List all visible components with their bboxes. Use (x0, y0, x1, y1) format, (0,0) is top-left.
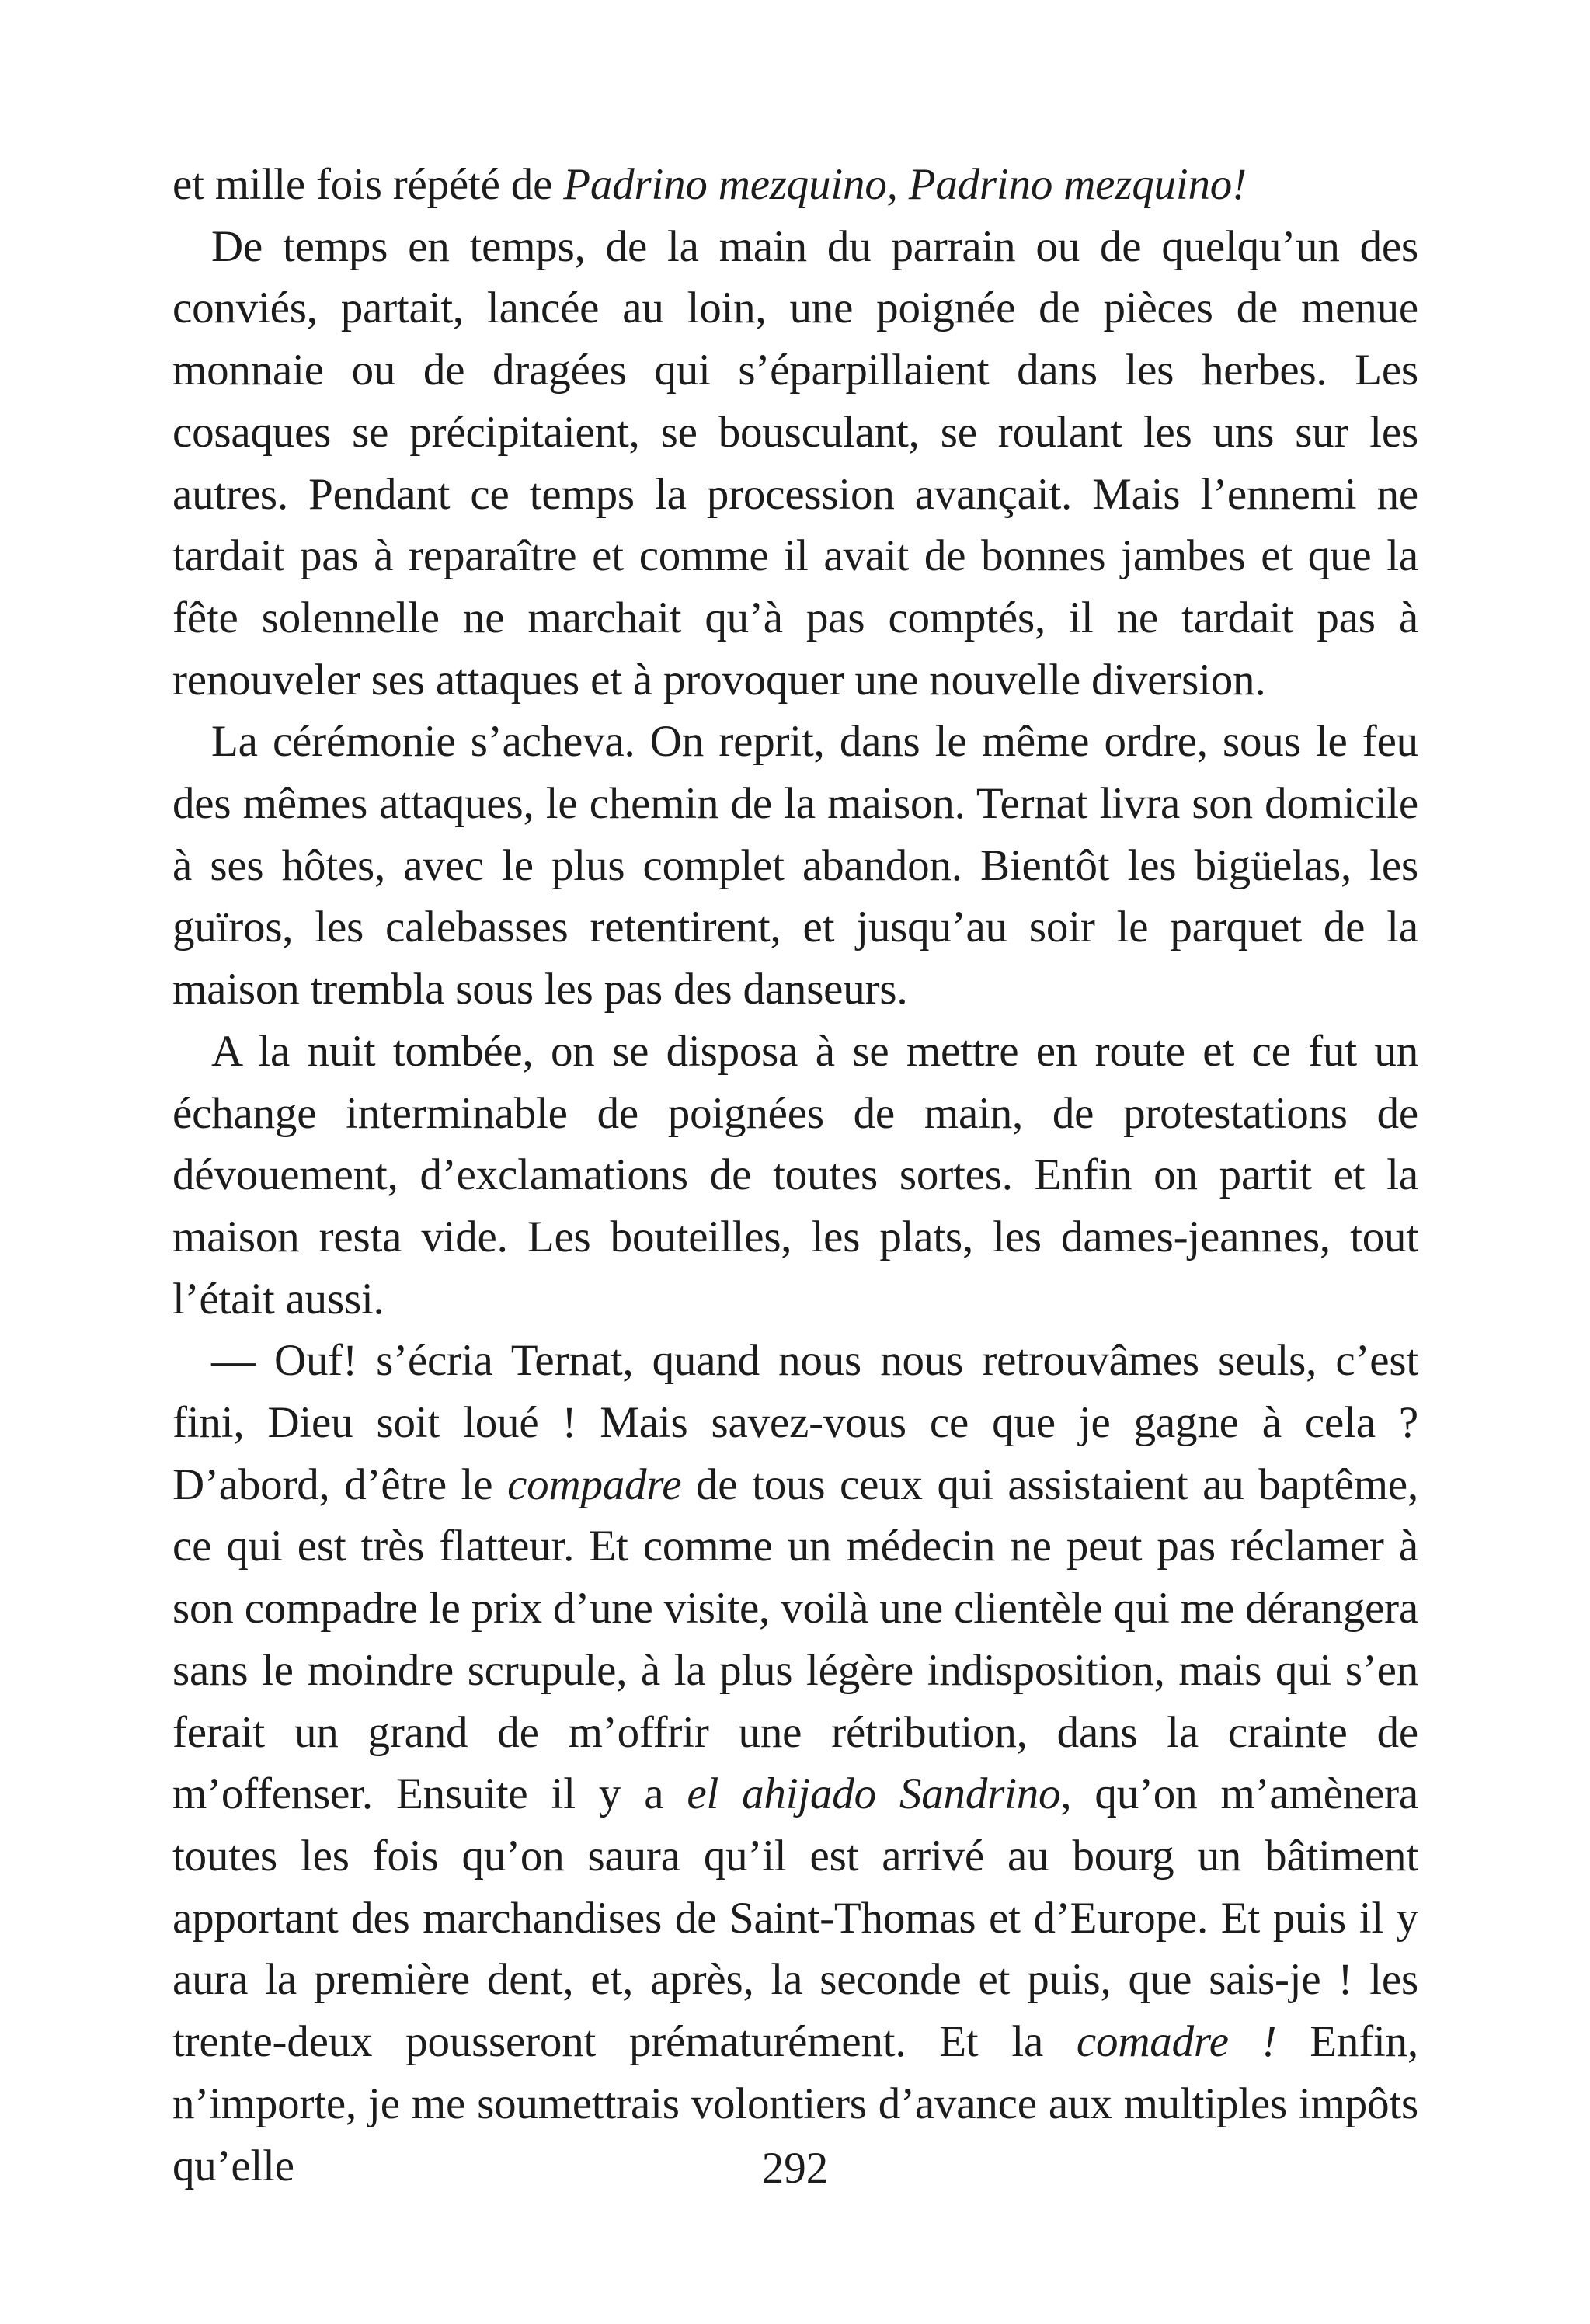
text-segment: , qu’on m’amènera toutes les fois qu’on saura qu’il est arrivé au bourg un bâtiment apportant des marchandises de Saint-Thomas et d’Europe. Et puis il y aura la première dent, et, après, la seconde et puis, que sais-je ! les trente-deux pousseront prématurément. Et la (172, 1769, 1418, 2067)
italic-segment: el ahijado Sandrino (687, 1769, 1061, 1819)
paragraph-2 (172, 216, 1418, 711)
text-segment: De temps en temps, de la main du parrain ou de quelqu’un des conviés, partait, lancée au loin, une poignée de pièces de menue monnaie ou de dragées qui s’éparpillaient dans les herbes. Les cosaques se précipitaient, se bousculant, se roulant les uns sur les autres. Pendant ce temps la procession avançait. Mais l’ennemi ne tardait pas à reparaître et comme il avait de bonnes jambes et que la fête solennelle ne marchait qu’à pas comptés, il ne tardait pas à renouveler ses attaques et à provoquer une nouvelle diversion. (172, 221, 1418, 705)
paragraph-5 (172, 1330, 1418, 2197)
body-text (172, 154, 1418, 2197)
paragraph-3 (172, 711, 1418, 1021)
text-segment: La cérémonie s’acheva. On reprit, dans le même ordre, sous le feu des mêmes attaques, le chemin de la maison. Ternat livra son domicile à ses hôtes, avec le plus complet abandon. Bientôt les bigüelas, les guïros, les calebasses retentirent, et jusqu’au soir le parquet de la maison trembla sous les pas des danseurs. (172, 717, 1418, 1014)
italic-segment: Padrino mezquino, Padrino mezquino! (563, 160, 1247, 209)
text-segment: de tous ceux qui assistaient au baptême, ce qui est très flatteur. Et comme un médecin ne peut pas réclamer à son compadre le prix d’une visite, voilà une clientèle qui me dérangera sans le moindre scrupule, à la plus légère indisposition, mais qui s’en ferait un grand de m’offrir une rétribution, dans la crainte de m’offenser. Ensuite il y a (172, 1459, 1418, 1819)
italic-segment: compadre (507, 1459, 682, 1509)
text-segment: A la nuit tombée, on se disposa à se mettre en route et ce fut un échange interminable de poignées de main, de protestations de dévouement, d’exclamations de toutes sortes. Enfin on partit et la maison resta vide. Les bouteilles, les plats, les dames-jeannes, tout l’était aussi. (172, 1026, 1418, 1324)
italic-segment: comadre ! (1076, 2017, 1277, 2067)
text-segment: — Ouf! s’écria Ternat, quand nous nous retrouvâmes seuls, c’est fini, Dieu soit loué ! Mais savez-vous ce que je gagne à cela ? D’abord, d’être le (172, 1336, 1418, 1509)
text-segment: Enfin, n’importe, je me soumettrais volontiers d’avance aux multiples impôts qu’elle (172, 2017, 1418, 2190)
page-number: 292 (761, 2144, 829, 2193)
paragraph-1 (172, 154, 1418, 216)
text-segment: et mille fois répété de (172, 160, 564, 209)
paragraph-4 (172, 1021, 1418, 1331)
